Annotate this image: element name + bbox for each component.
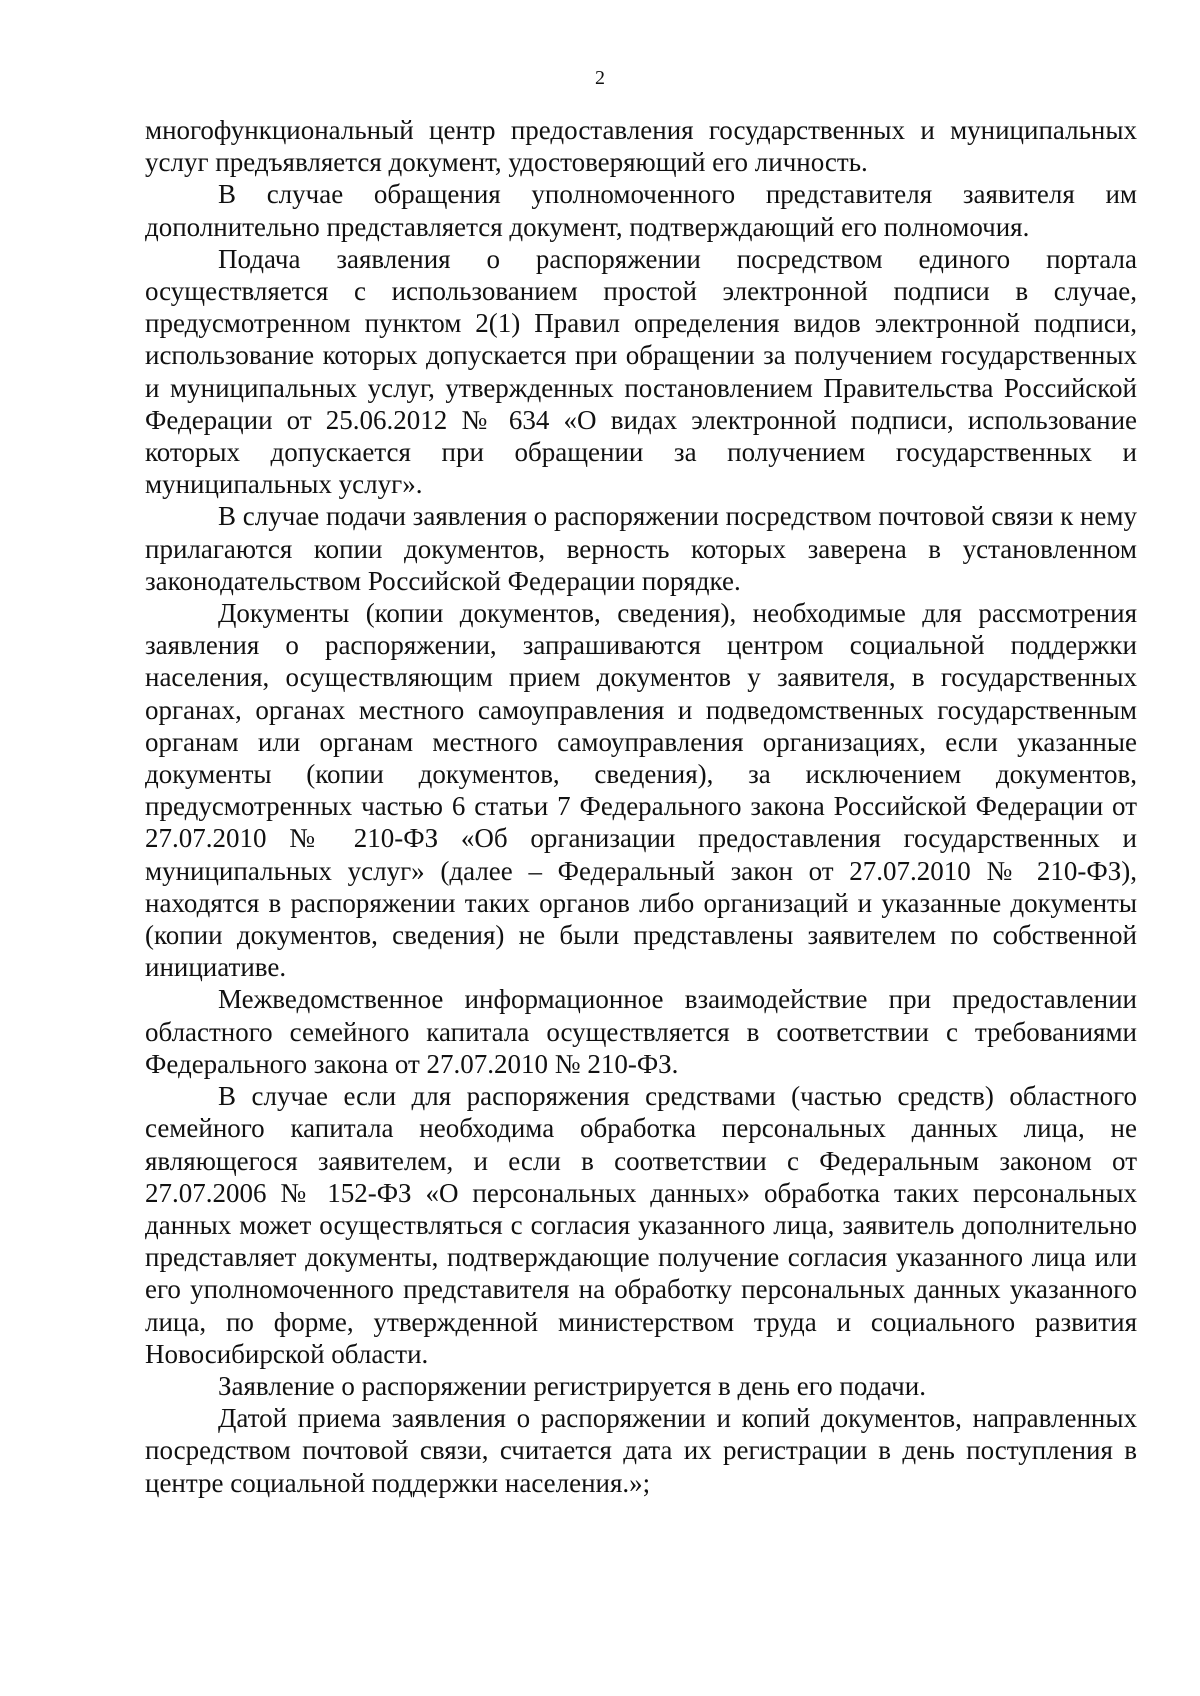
page-number: 2 [595,67,605,89]
paragraph: Заявление о распоряжении регистрируется в день его подачи. [218,1370,926,1401]
paragraph: В случае обращения уполномоченного представителя заявителя им дополнительно представляется документ, подтверждающий его полномочия. [145,179,1137,242]
paragraph: В случае если для распоряжения средствами (частью средств) областного семейного капитала необходима обработка персональных данных лица, не являющегося заявителем, и если в соответствии с Федеральным законом от 27.07.2006 № 152-ФЗ «О персональных данных» обработка таких персональных данных может осуществляться с согласия указанного лица, заявитель дополнительно представляет документы, подтверждающие получение согласия указанного лица или его уполномоченного представителя на обработку персональных данных указанного лица, по форме, утвержденной министерством труда и социального развития Новосибирской области. [145,1081,1137,1369]
paragraph: Датой приема заявления о распоряжении и копий документов, направленных посредством почтовой связи, считается дата их регистрации в день поступления в центре социальной поддержки населения.»; [145,1403,1137,1498]
paragraph: Документы (копии документов, сведения), необходимые для рассмотрения заявления о распоряжении, запрашиваются центром социальной поддержки населения, осуществляющим прием документов у заявителя, в государственных органах, органах местного самоуправления и подведомственных государственным органам или органам местного самоуправления организациях, если указанные документы (копии документов, сведения), за исключением документов, предусмотренных частью 6 статьи 7 Федерального закона Российской Федерации от 27.07.2010 № 210-ФЗ «Об организации предоставления государственных и муниципальных услуг» (далее – Федеральный закон от 27.07.2010 № 210-ФЗ), находятся в распоряжении таких органов либо организаций и указанные документы (копии документов, сведения) не были представлены заявителем по собственной инициативе. [145,598,1137,983]
paragraph: В случае подачи заявления о распоряжении посредством почтовой связи к нему прилагаются копии документов, верность которых заверена в установленном законодательством Российской Федерации порядке. [145,501,1137,596]
paragraph: многофункциональный центр предоставления государственных и муниципальных услуг предъявляется документ, удостоверяющий его личность. [145,115,1137,178]
paragraph: Подача заявления о распоряжении посредством единого портала осуществляется с использованием простой электронной подписи в случае, предусмотренном пунктом 2(1) Правил определения видов электронной подписи, использование которых допускается при обращении за получением государственных и муниципальных услуг, утвержденных постановлением Правительства Российской Федерации от 25.06.2012 № 634 «О видах электронной подписи, использование которых допускается при обращении за получением государственных и муниципальных услуг». [145,243,1137,500]
paragraph: Межведомственное информационное взаимодействие при предоставлении областного семейного капитала осуществляется в соответствии с требованиями Федерального закона от 27.07.2010 № 210-ФЗ. [145,984,1137,1079]
document-body [145,114,1137,1499]
